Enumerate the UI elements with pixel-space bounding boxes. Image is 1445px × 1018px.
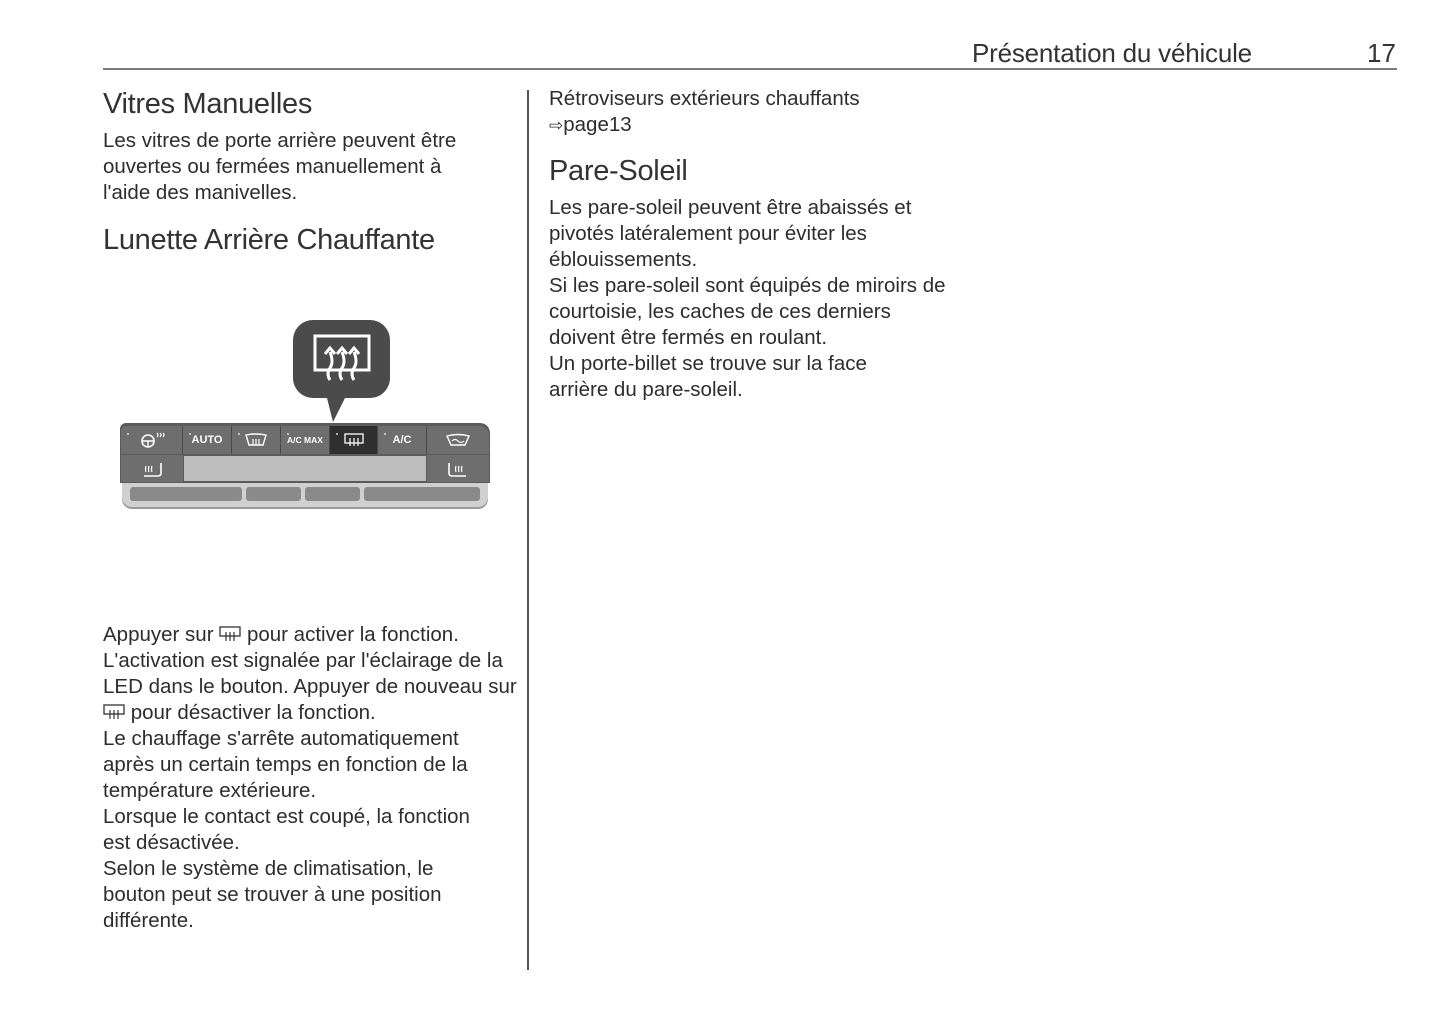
paragraph-pare-soleil-2: Si les pare-soleil sont équipés de miroirs de courtoisie, les caches de ces derniers doivent être fermés en roulant. <box>549 274 946 349</box>
left-column <box>103 86 513 258</box>
front-defrost-button[interactable] <box>232 426 281 454</box>
paragraph-pare-soleil-1: Les pare-soleil peuvent être abaissés et pivotés latéralement pour éviter les éblouissements. <box>549 196 912 271</box>
climate-display <box>184 456 426 481</box>
ac-max-button[interactable] <box>281 426 330 454</box>
climate-control-panel <box>120 423 490 509</box>
paragraph-auto-off: Le chauffage s'arrête automatiquement après un certain temps en fonction de la température extérieure. <box>103 727 468 802</box>
ac-button[interactable] <box>378 426 427 454</box>
auto-button[interactable] <box>183 426 232 454</box>
rear-window-defrost-icon <box>103 704 125 720</box>
auto-label: AUTO <box>191 434 223 446</box>
front-windscreen-defrost-icon <box>245 433 267 447</box>
heading-vitres-manuelles: Vitres Manuelles <box>103 88 313 120</box>
ac-max-label: A/C MAX <box>287 434 323 445</box>
heated-seat-left-button[interactable] <box>121 455 183 482</box>
lunette-body <box>103 622 523 934</box>
paragraph-pare-soleil-3: Un porte-billet se trouve sur la face arrière du pare-soleil. <box>549 352 867 401</box>
paragraph-ignition-off: Lorsque le contact est coupé, la fonction est désactivée. <box>103 805 470 854</box>
middle-column <box>549 86 969 403</box>
header-rule <box>103 68 1397 70</box>
heated-steering-wheel-button[interactable] <box>121 426 183 454</box>
heated-seat-right-icon <box>446 460 470 478</box>
column-divider <box>527 90 529 970</box>
heated-steering-wheel-icon <box>139 432 165 448</box>
page-link[interactable]: page13 <box>563 113 632 136</box>
arrow-right-icon: ⇨ <box>549 116 564 136</box>
windscreen-air-icon <box>446 433 470 447</box>
paragraph-position: Selon le système de climatisation, le bouton peut se trouver à une position différente. <box>103 857 442 932</box>
paragraph-vitres: Les vitres de porte arrière peuvent être ouvertes ou fermées manuellement à l'aide des manivelles. <box>103 129 457 204</box>
crossref-link-line <box>549 112 969 139</box>
callout-pointer <box>326 394 347 422</box>
rear-window-defrost-icon <box>313 334 371 382</box>
paragraph-activation: Appuyer sur pour activer la fonction. L'activation est signalée par l'éclairage de la LED dans le bouton. Appuyer de nouveau sur pour désactiver la fonction. <box>103 623 517 724</box>
windscreen-air-button[interactable] <box>427 426 489 454</box>
heading-lunette-arriere: Lunette Arrière Chauffante <box>103 224 435 256</box>
callout-bubble <box>293 320 390 398</box>
page-number: 17 <box>1367 38 1396 68</box>
ac-label: A/C <box>392 434 412 446</box>
rear-window-defrost-icon <box>344 433 364 447</box>
heading-pare-soleil: Pare-Soleil <box>549 155 688 187</box>
section-title: Présentation du véhicule <box>972 38 1252 68</box>
rear-defrost-button[interactable] <box>330 426 378 454</box>
heated-seat-right-button[interactable] <box>427 455 489 482</box>
rear-window-defrost-icon <box>219 626 241 642</box>
heated-seat-left-icon <box>140 460 164 478</box>
panel-base <box>122 483 488 509</box>
crossref-text: Rétroviseurs extérieurs chauffants <box>549 87 860 110</box>
climate-panel-figure <box>118 318 493 518</box>
